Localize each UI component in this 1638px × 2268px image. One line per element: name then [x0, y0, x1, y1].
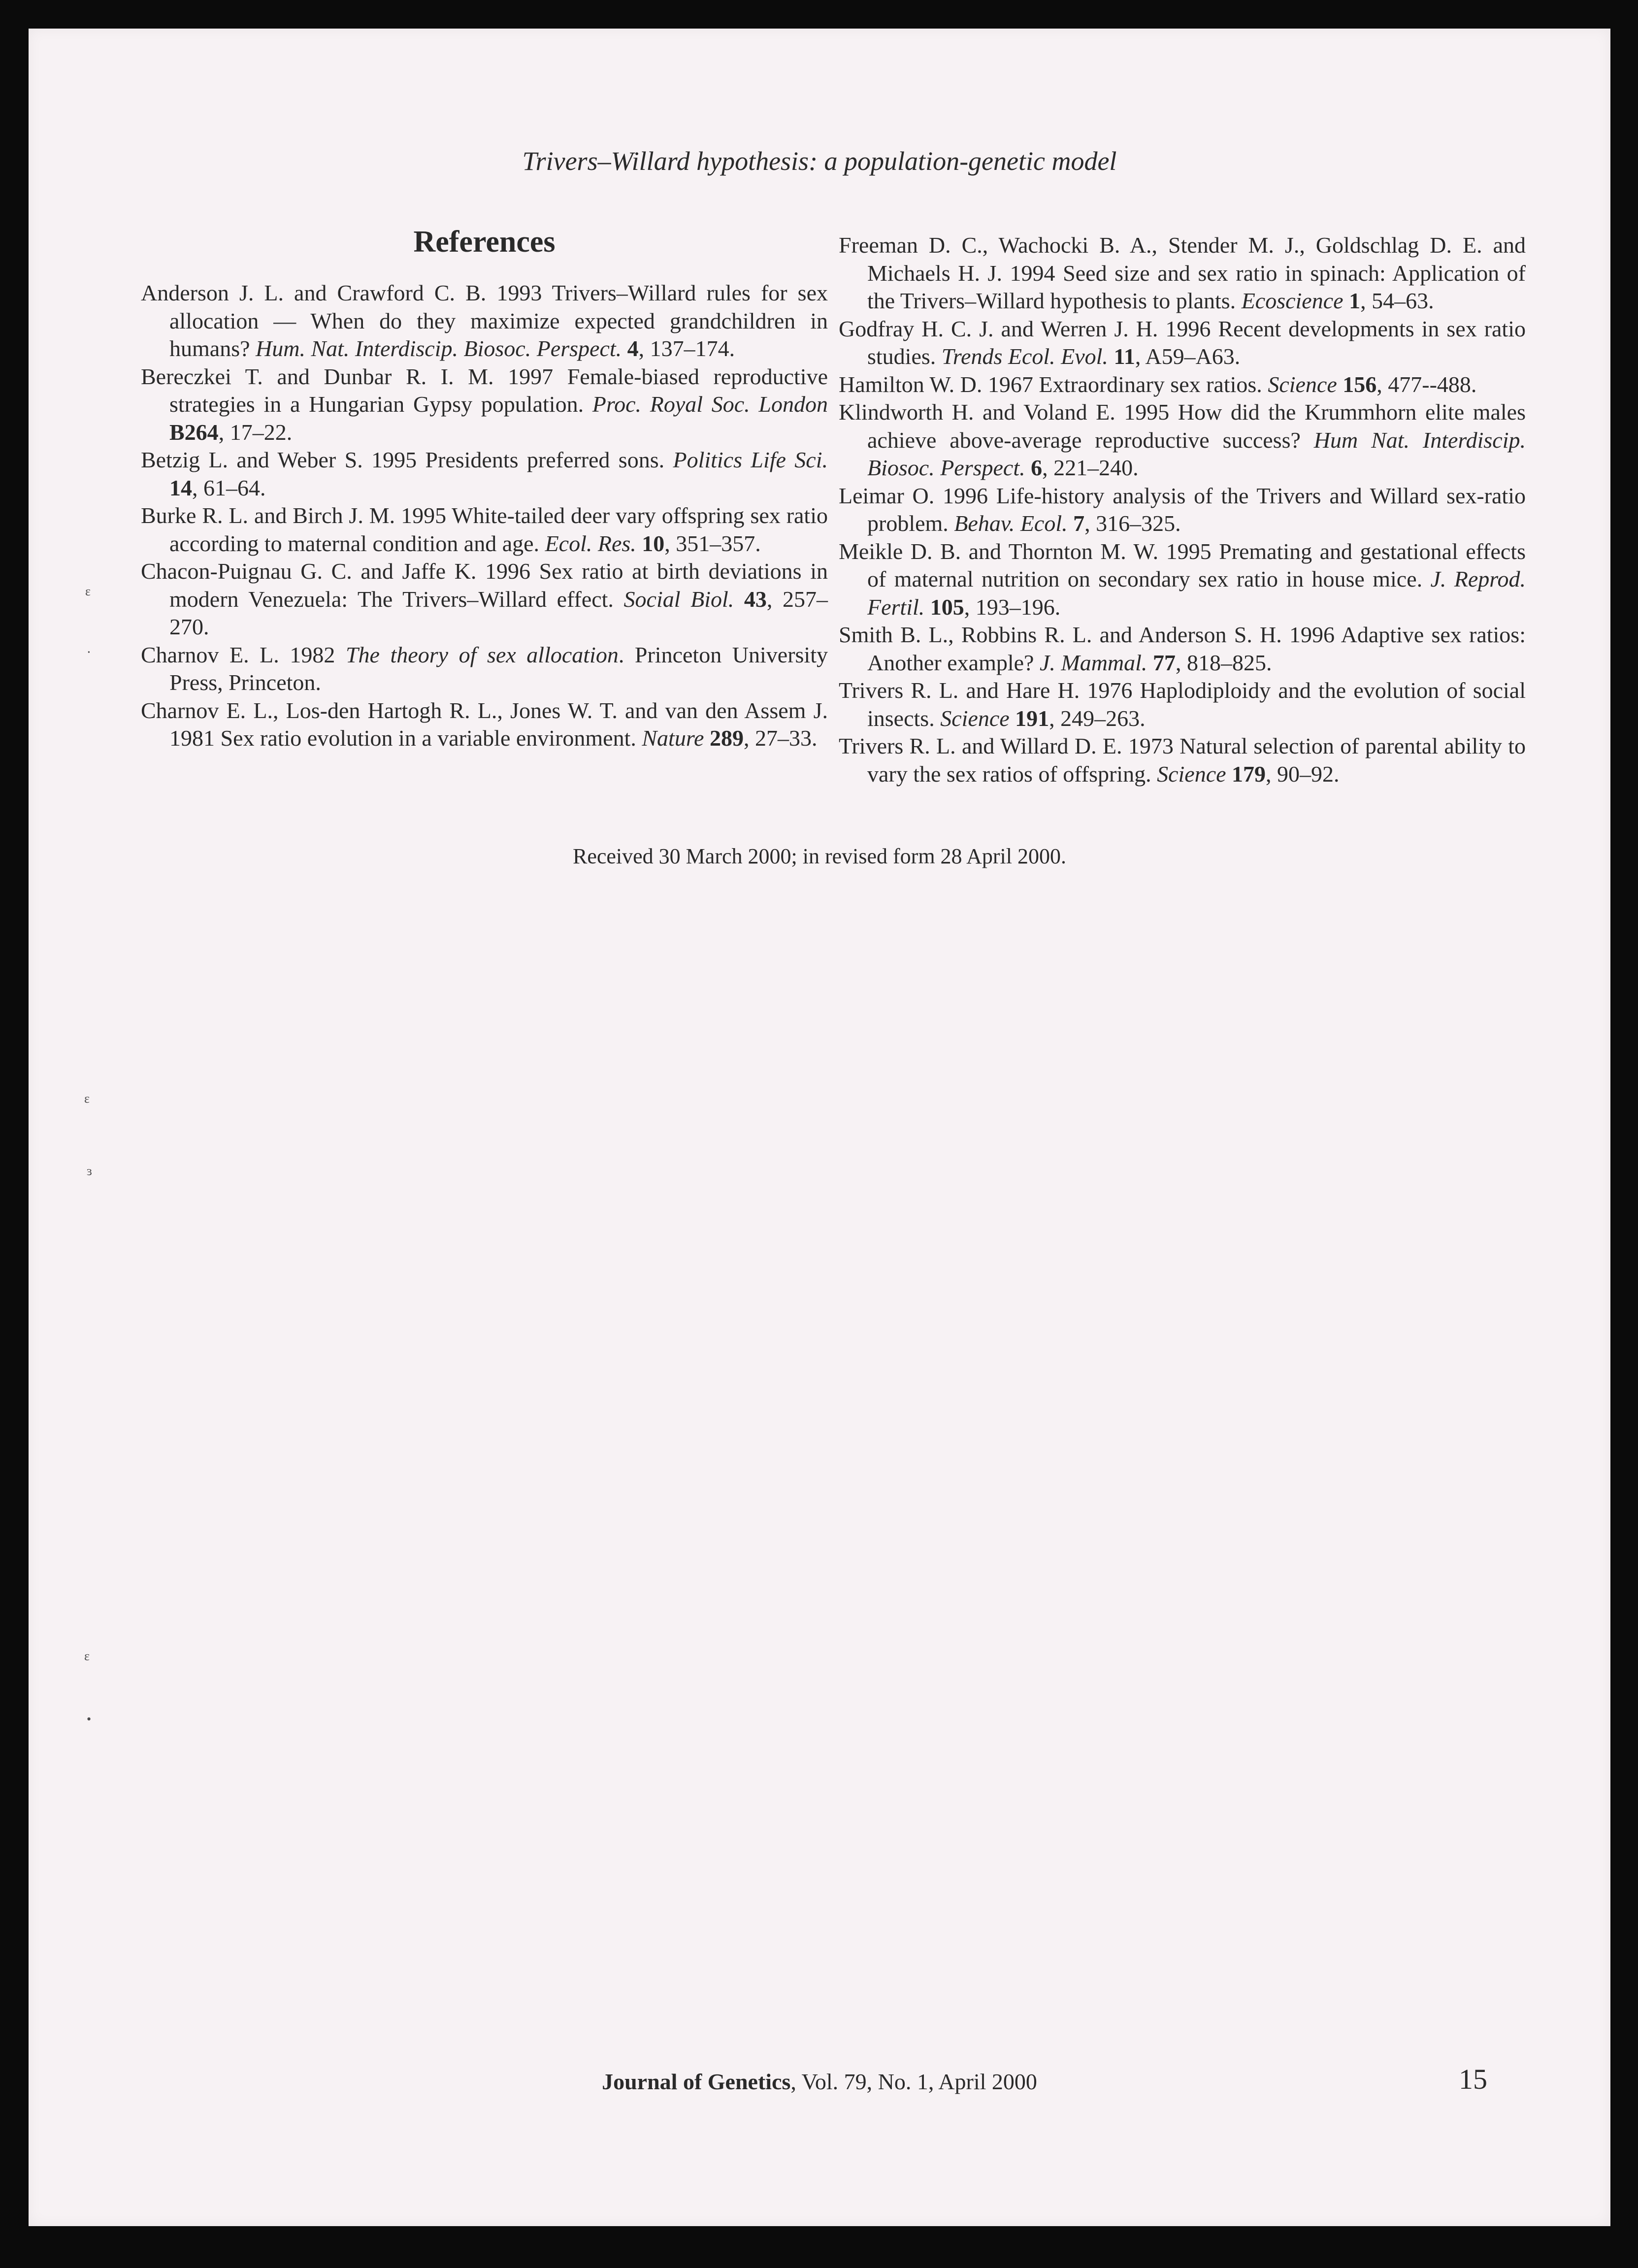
reference-text-segment: Politics Life Sci. — [673, 447, 828, 472]
running-head: Trivers–Willard hypothesis: a population-genetic model — [522, 146, 1117, 176]
reference-entry — [141, 446, 828, 502]
reference-text-segment: 156 — [1343, 371, 1377, 397]
reference-text-segment: , 257–270. — [169, 586, 828, 639]
reference-text-segment: Godfray H. C. J. and Werren J. H. 1996 Recent developments in sex ratio studies. — [839, 316, 1526, 369]
reference-text-segment: , 90–92. — [1266, 761, 1340, 787]
references-column-right — [839, 231, 1526, 788]
reference-text-segment — [924, 594, 930, 620]
journal-name: Journal of Genetics — [602, 2069, 791, 2094]
reference-entry — [839, 621, 1526, 677]
reference-text-segment — [1025, 455, 1031, 480]
reference-text-segment: 43 — [744, 586, 767, 612]
reference-text-segment: 77 — [1152, 650, 1176, 675]
received-date-note: Received 30 March 2000; in revised form 28 April 2000. — [572, 844, 1066, 868]
reference-text-segment: Charnov E. L. 1982 — [141, 642, 346, 667]
journal-issue-details: , Vol. 79, No. 1, April 2000 — [790, 2069, 1037, 2094]
reference-entry — [839, 315, 1526, 371]
reference-entry — [141, 558, 828, 641]
reference-text-segment: , 54–63. — [1360, 288, 1434, 313]
reference-text-segment: , 477--488. — [1376, 371, 1477, 397]
reference-entry — [839, 677, 1526, 732]
reference-text-segment: Meikle D. B. and Thornton M. W. 1995 Premating and gestational effects of maternal nutrition on secondary sex ratio in house mice. — [839, 538, 1526, 592]
reference-text-segment: Klindworth H. and Voland E. 1995 How did the Krummhorn elite males achieve above-average reproductive success? — [839, 399, 1526, 453]
reference-text-segment: Ecoscience — [1241, 288, 1343, 313]
reference-text-segment: J. Reprod. Fertil. — [867, 566, 1526, 620]
reference-text-segment — [1108, 344, 1114, 369]
reference-text-segment: Proc. Royal Soc. London — [592, 392, 828, 417]
reference-list-left — [141, 279, 828, 753]
reference-text-segment: The theory of sex allocation — [345, 642, 619, 667]
reference-text-segment: Science — [1268, 371, 1337, 397]
reference-text-segment: , 193–196. — [964, 594, 1061, 620]
reference-text-segment — [734, 587, 744, 612]
reference-text-segment: 289 — [709, 725, 744, 751]
reference-text-segment: , 818–825. — [1175, 650, 1272, 675]
reference-text-segment: Trivers R. L. and Willard D. E. 1973 Natural selection of parental ability to vary the sex ratios of offspring. — [839, 733, 1526, 787]
reference-text-segment: Trends Ecol. Evol. — [941, 344, 1108, 369]
reference-text-segment — [1010, 706, 1016, 731]
reference-text-segment: Burke R. L. and Birch J. M. 1995 White-tailed deer vary offspring sex ratio according to maternal condition and age. — [141, 503, 828, 556]
reference-text-segment: , 61–64. — [192, 475, 266, 500]
reference-entry — [839, 371, 1526, 399]
reference-text-segment: 14 — [169, 475, 192, 500]
reference-list-right — [839, 231, 1526, 788]
reference-text-segment: Betzig L. and Weber S. 1995 Presidents preferred sons. — [141, 447, 673, 472]
reference-text-segment: 6 — [1031, 455, 1043, 480]
scan-artifact-mark: ɛ — [85, 584, 91, 598]
reference-entry — [141, 641, 828, 697]
reference-text-segment: Bereczkei T. and Dunbar R. I. M. 1997 Female-biased reproductive strategies in a Hungarian Gypsy population. — [141, 363, 828, 417]
references-heading: References — [413, 225, 556, 259]
reference-text-segment: Hum Nat. Interdiscip. Biosoc. Perspect. — [867, 427, 1526, 480]
reference-text-segment: Behav. Ecol. — [954, 511, 1068, 536]
reference-entry — [839, 732, 1526, 788]
reference-text-segment — [1068, 511, 1074, 536]
reference-text-segment: 7 — [1073, 511, 1085, 536]
scan-artifact-mark: ɜ — [87, 1164, 92, 1178]
reference-entry — [141, 279, 828, 363]
reference-text-segment: 10 — [642, 530, 665, 556]
journal-page — [29, 29, 1610, 2226]
page-footer — [29, 2069, 1610, 2095]
reference-text-segment: Social Biol. — [623, 586, 734, 612]
reference-text-segment: , 249–263. — [1049, 705, 1146, 731]
reference-text-segment: Science — [1157, 761, 1226, 787]
reference-text-segment: 105 — [930, 594, 964, 620]
scan-artifact-mark: ɛ — [84, 1091, 90, 1106]
reference-text-segment: 11 — [1114, 344, 1135, 369]
scan-artifact-mark: ɛ — [84, 1649, 90, 1663]
reference-text-segment — [1337, 372, 1343, 397]
reference-text-segment: Science — [940, 705, 1010, 731]
reference-text-segment — [1147, 650, 1153, 675]
reference-entry — [839, 482, 1526, 538]
reference-text-segment: , 221–240. — [1042, 455, 1139, 480]
reference-text-segment: Hamilton W. D. 1967 Extraordinary sex ratios. — [839, 371, 1268, 397]
reference-text-segment — [636, 531, 642, 556]
reference-text-segment — [704, 725, 710, 751]
reference-text-segment — [1226, 761, 1232, 787]
reference-entry — [839, 231, 1526, 315]
reference-text-segment: J. Mammal. — [1039, 650, 1147, 675]
reference-text-segment: . Princeton University Press, Princeton. — [169, 642, 828, 695]
reference-text-segment: Hum. Nat. Interdiscip. Biosoc. Perspect. — [256, 336, 622, 361]
reference-text-segment: Anderson J. L. and Crawford C. B. 1993 Trivers–Willard rules for sex allocation — When do they maximize expected grandchildren in humans? — [141, 280, 828, 361]
references-column-left — [141, 221, 828, 753]
reference-text-segment: Leimar O. 1996 Life-history analysis of the Trivers and Willard sex-ratio problem. — [839, 483, 1526, 536]
reference-text-segment: 1 — [1349, 288, 1361, 313]
reference-entry — [141, 697, 828, 753]
reference-text-segment: , 27–33. — [743, 725, 818, 751]
page-number: 15 — [1459, 2063, 1487, 2095]
reference-text-segment: B264 — [169, 419, 219, 445]
reference-text-segment: , 17–22. — [218, 419, 293, 445]
reference-text-segment: Chacon-Puignau G. C. and Jaffe K. 1996 Sex ratio at birth deviations in modern Venezuela: The Trivers–Willard effect. — [141, 559, 828, 612]
reference-entry — [839, 398, 1526, 482]
reference-text-segment: Charnov E. L., Los-den Hartogh R. L., Jones W. T. and van den Assem J. 1981 Sex ratio evolution in a variable environment. — [141, 697, 828, 751]
reference-text-segment — [1343, 288, 1349, 313]
reference-text-segment: Freeman D. C., Wachocki B. A., Stender M. J., Goldschlag D. E. and Michaels H. J. 1994 Seed size and sex ratio in spinach: Application of the Trivers–Willard hypothesis to plants. — [839, 232, 1526, 313]
reference-text-segment — [622, 336, 627, 361]
reference-text-segment: Ecol. Res. — [545, 530, 636, 556]
reference-text-segment: 179 — [1232, 761, 1266, 787]
reference-text-segment: , 316–325. — [1084, 511, 1181, 536]
reference-text-segment: Trivers R. L. and Hare H. 1976 Haplodiploidy and the evolution of social insects. — [839, 678, 1526, 731]
reference-text-segment: , 351–357. — [664, 530, 761, 556]
reference-entry — [141, 502, 828, 558]
reference-text-segment: Nature — [642, 725, 704, 751]
reference-text-segment: , 137–174. — [638, 336, 735, 361]
reference-text-segment: Smith B. L., Robbins R. L. and Anderson S. H. 1996 Adaptive sex ratios: Another example? — [839, 622, 1526, 675]
scan-artifact-mark: ⋅ — [87, 645, 91, 659]
scan-artifact-mark: • — [87, 1712, 92, 1726]
reference-entry — [839, 538, 1526, 622]
reference-entry — [141, 363, 828, 447]
reference-text-segment: , A59–A63. — [1135, 344, 1241, 369]
reference-text-segment: 191 — [1015, 705, 1049, 731]
reference-text-segment: 4 — [627, 336, 639, 361]
